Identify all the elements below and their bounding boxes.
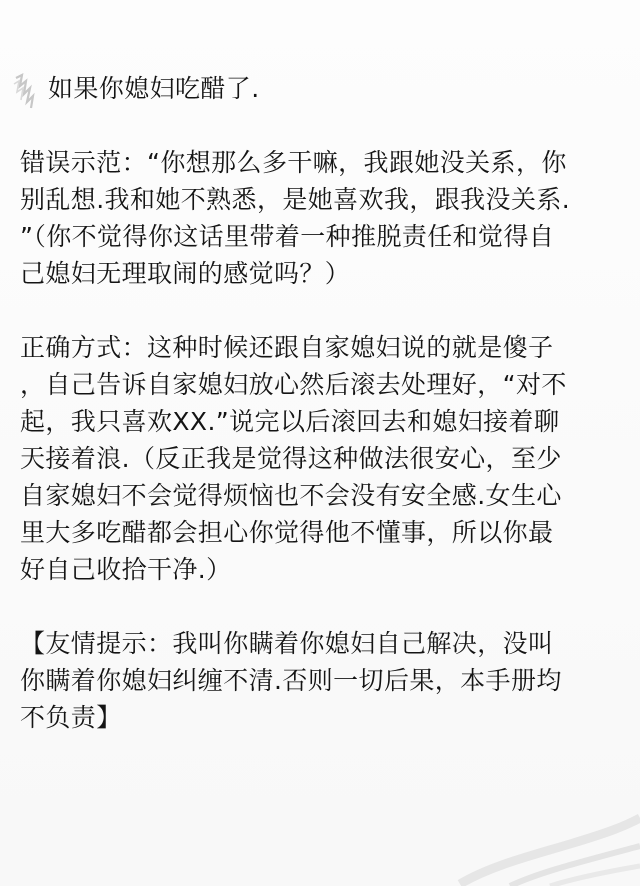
wrong-example-paragraph [20,144,620,292]
wrong-example-line: 己媳妇无理取闹的感觉吗？） [20,259,351,288]
paragraph-gap [20,588,620,625]
document-body [20,70,620,736]
correct-way-line: 里大多吃醋都会担心你觉得他不懂事，所以你最 [20,518,554,547]
friendly-tip-paragraph [20,625,620,736]
corner-smudge-mark [400,796,640,886]
wrong-example-line: ”（你不觉得你这话里带着一种推脱责任和觉得自 [20,222,555,251]
correct-way-line: 好自己收拾干净.） [20,555,232,584]
doc-title: 如果你媳妇吃醋了. [48,74,260,103]
wrong-example-line: 别乱想.我和她不熟悉，是她喜欢我，跟我没关系. [20,185,571,214]
friendly-tip-line: 【友情提示：我叫你瞒着你媳妇自己解决，没叫 [20,629,554,658]
correct-way-line: 起，我只喜欢XX.”说完以后滚回去和媳妇接着聊 [20,407,560,436]
correct-way-line: ，自己告诉自家媳妇放心然后滚去处理好，“对不 [20,370,567,399]
correct-way-paragraph [20,329,620,588]
paragraph-gap [20,107,620,144]
wrong-example-line: 错误示范：“你想那么多干嘛，我跟她没关系，你 [20,148,567,177]
correct-way-line: 正确方式：这种时候还跟自家媳妇说的就是傻子 [20,333,554,362]
correct-way-line: 自家媳妇不会觉得烦恼也不会没有安全感.女生心 [20,481,562,510]
paragraph-gap [20,292,620,329]
friendly-tip-line: 你瞒着你媳妇纠缠不清.否则一切后果，本手册均 [20,666,562,695]
correct-way-line: 天接着浪.（反正我是觉得这种做法很安心，至少 [20,444,562,473]
friendly-tip-line: 不负责】 [20,703,122,732]
